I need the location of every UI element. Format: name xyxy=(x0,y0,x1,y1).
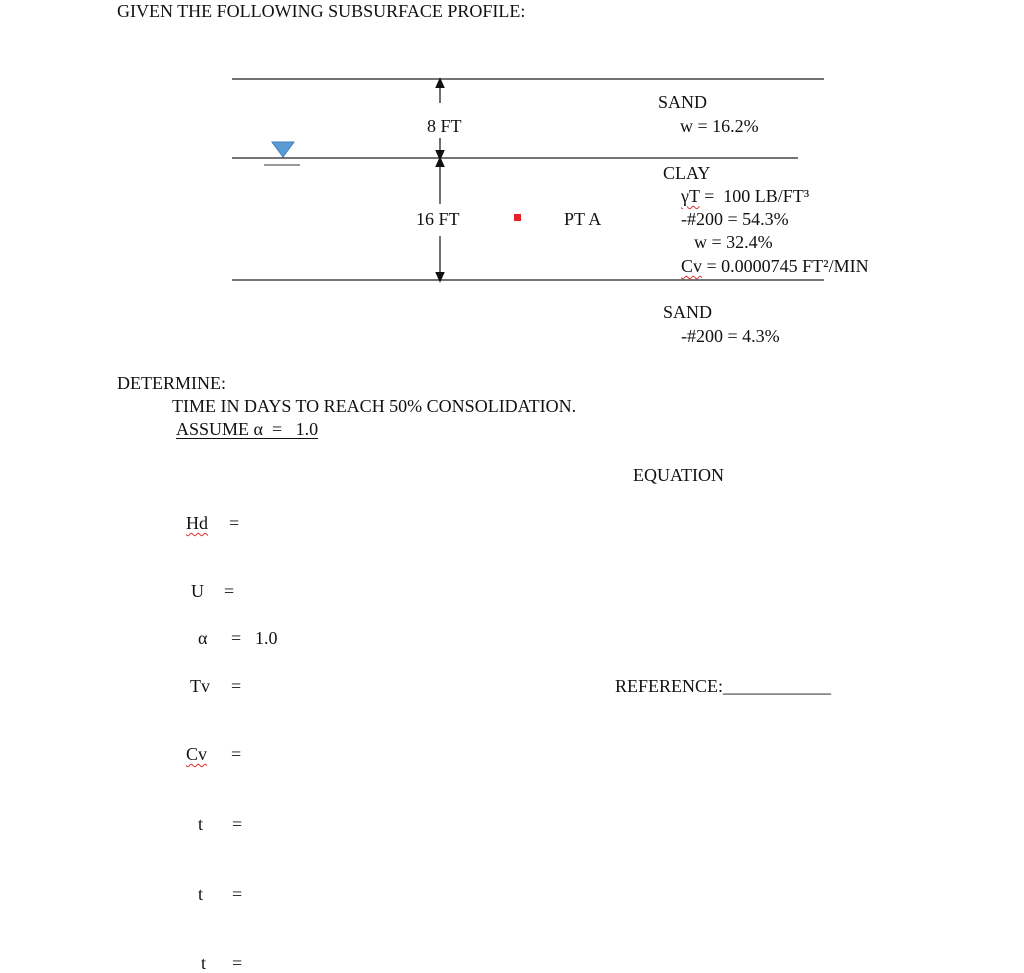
clay-cv xyxy=(681,257,869,275)
clay-unit-weight-symbol: γT xyxy=(681,186,700,206)
equation-label: EQUATION xyxy=(633,465,724,485)
u-symbol: U xyxy=(191,581,204,601)
clay-water-content: w = 32.4% xyxy=(694,232,773,252)
clay-unit-weight xyxy=(681,187,809,205)
clay-layer-thickness-label: 16 FT xyxy=(416,209,460,229)
t2-equals: = xyxy=(232,884,243,904)
top-sand-water-content: w = 16.2% xyxy=(680,116,759,136)
hd-equals: = xyxy=(229,513,240,533)
t3-symbol: t xyxy=(201,953,207,973)
point-a-label: PT A xyxy=(564,209,602,229)
alpha-equals: = xyxy=(231,628,242,648)
top-layer-thickness-label: 8 FT xyxy=(427,116,462,136)
water-table-icon xyxy=(264,142,300,165)
u-equals: = xyxy=(224,581,235,601)
hd-symbol: Hd xyxy=(186,513,208,533)
top-sand-label: SAND xyxy=(658,92,708,112)
clay-label: CLAY xyxy=(663,163,711,183)
reference-label-text: REFERENCE: xyxy=(615,676,724,696)
point-a-marker xyxy=(514,214,521,221)
bottom-sand-label: SAND xyxy=(663,302,713,322)
assumption: ASSUME α = 1.0 xyxy=(176,419,319,439)
alpha-symbol: α xyxy=(198,628,208,648)
reference-label xyxy=(615,677,831,695)
t2-symbol: t xyxy=(198,884,204,904)
tv-symbol: Tv xyxy=(190,676,210,696)
clay-unit-weight-value: = 100 LB/FT³ xyxy=(699,186,810,206)
bottom-sand-fines-content: -#200 = 4.3% xyxy=(681,326,780,346)
page-heading: GIVEN THE FOLLOWING SUBSURFACE PROFILE: xyxy=(117,1,526,21)
determine-label: DETERMINE: xyxy=(117,373,226,393)
tv-equals: = xyxy=(231,676,242,696)
clay-cv-value: = 0.0000745 FT²/MIN xyxy=(702,256,869,276)
determine-task: TIME IN DAYS TO REACH 50% CONSOLIDATION. xyxy=(172,396,577,416)
cv-equals: = xyxy=(231,744,242,764)
clay-cv-symbol: Cv xyxy=(681,256,703,276)
clay-fines-content: -#200 = 54.3% xyxy=(681,209,789,229)
t1-symbol: t xyxy=(198,814,204,834)
t3-equals: = xyxy=(232,953,243,973)
cv-symbol: Cv xyxy=(186,744,208,764)
reference-blank[interactable]: ____________ xyxy=(723,676,832,696)
t1-equals: = xyxy=(232,814,243,834)
alpha-value: 1.0 xyxy=(255,628,278,648)
